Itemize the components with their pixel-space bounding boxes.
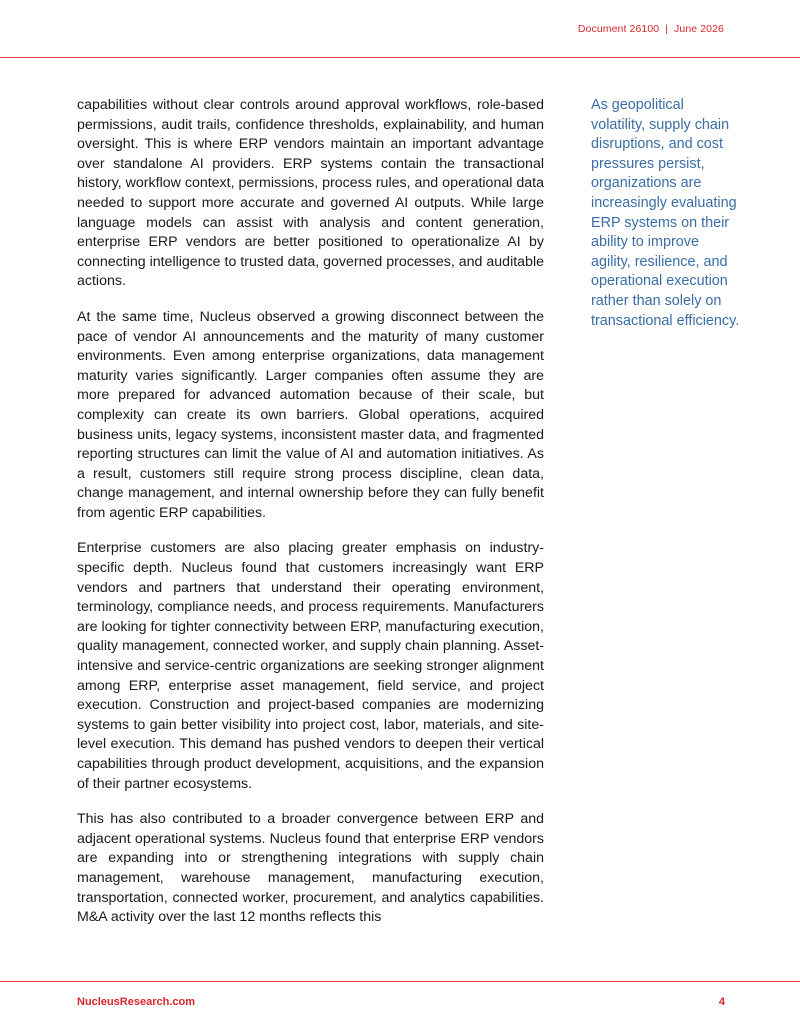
header-divider <box>0 57 800 58</box>
body-paragraph-2: At the same time, Nucleus observed a growing disconnect between the pace of vendor AI announcements and the maturity of many customer environments. Even among enterprise organizations, data management maturity varies significantly. Larger companies often assume they are more prepared for advanced automation because of their scale, but complexity can create its own barriers. Global operations, acquired business units, legacy systems, inconsistent master data, and fragmented reporting structures can limit the value of AI and automation initiatives. As a result, customers still require strong process discipline, clean data, change management, and internal ownership before they can fully benefit from agentic ERP capabilities. <box>77 308 544 521</box>
document-number: Document 26100 <box>577 23 660 35</box>
sidebar-pull-quote: As geopolitical volatility, supply chain disruptions, and cost pressures persist, organizations are increasingly evaluating ERP systems on their ability to improve agility, resilience, and operational execution rather than solely on transactional efficiency. <box>591 97 740 329</box>
header-separator: | <box>665 23 669 35</box>
body-paragraph-3: Enterprise customers are also placing greater emphasis on industry-specific depth. Nucleus found that customers increasingly want ERP vendors and partners that understand their operating environment, terminology, compliance needs, and process requirements. Manufacturers are looking for tighter connectivity between ERP, manufacturing execution, quality management, connected worker, and supply chain planning. Asset-intensive and service-centric organizations are seeking stronger alignment among ERP, enterprise asset management, field service, and project execution. Construction and project-based companies are modernizing systems to gain better visibility into project cost, labor, materials, and site-level execution. This demand has pushed vendors to deepen their vertical capabilities through product development, acquisitions, and the expansion of their partner ecosystems. <box>77 540 544 792</box>
document-header-meta <box>578 23 724 35</box>
footer-divider <box>0 981 800 982</box>
footer-website-link[interactable]: NucleusResearch.com <box>77 996 195 1008</box>
page-number: 4 <box>718 996 725 1008</box>
document-date: June 2026 <box>674 23 724 35</box>
main-body-column <box>77 96 544 944</box>
body-paragraph-1: capabilities without clear controls around approval workflows, role-based permissions, audit trails, confidence thresholds, explainability, and human oversight. This is where ERP vendors maintain an important advantage over standalone AI providers. ERP systems contain the transactional history, workflow context, permissions, process rules, and operational data needed to support more accurate and governed AI outputs. While large language models can assist with analysis and content generation, enterprise ERP vendors are better positioned to operationalize AI by connecting intelligence to trusted data, governed processes, and auditable actions. <box>77 97 544 290</box>
body-paragraph-4: This has also contributed to a broader convergence between ERP and adjacent operational systems. Nucleus found that enterprise ERP vendors are expanding into or strengthening integrations with supply chain management, warehouse management, manufacturing execution, transportation, connected worker, procurement, and analytics capabilities. M&A activity over the last 12 months reflects this <box>77 811 544 926</box>
